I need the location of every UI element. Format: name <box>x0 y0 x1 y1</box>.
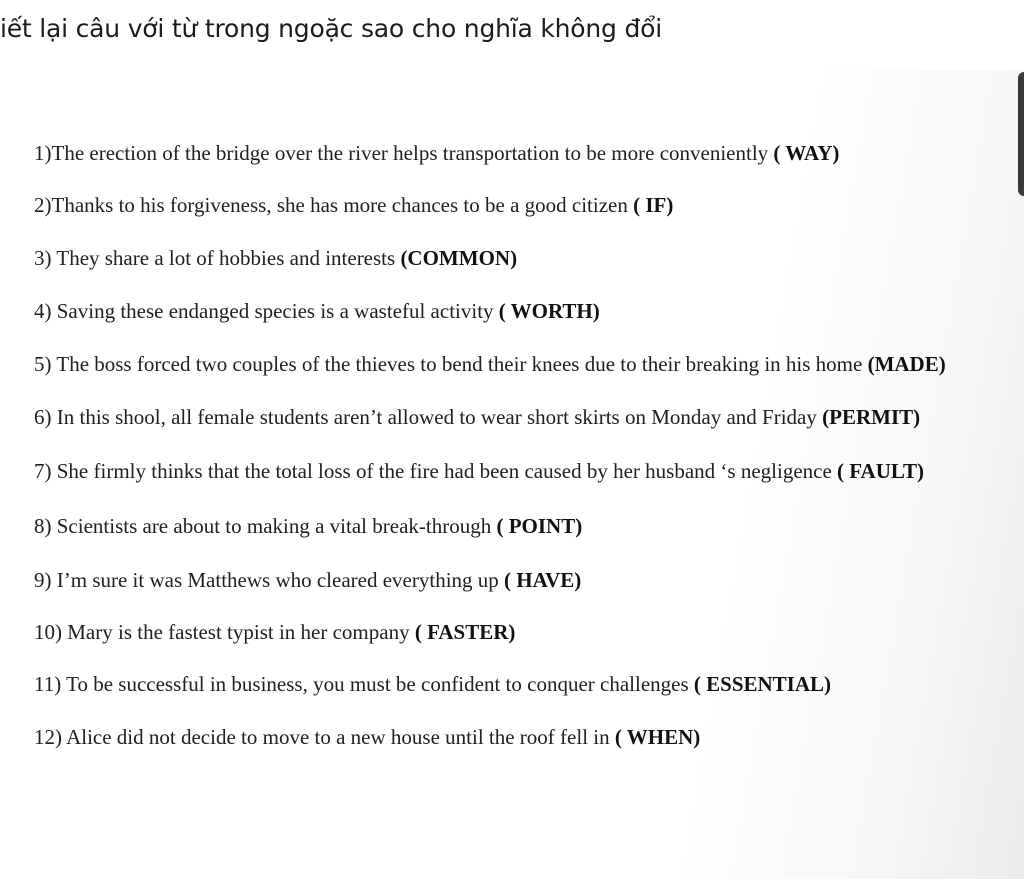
exercise-text: 9) I’m sure it was Matthews who cleared everything up <box>34 568 505 592</box>
exercise-text: 11) To be successful in business, you must be confident to conquer challenges <box>34 672 694 696</box>
exercise-keyword: ( POINT) <box>496 514 583 538</box>
exercise-text: 5) The boss forced two couples of the thieves to bend their knees due to their breaking in his home <box>34 352 868 376</box>
exercise-text: 1)The erection of the bridge over the river helps transportation to be more conveniently <box>34 141 774 165</box>
exercise-item-11 <box>34 669 994 700</box>
exercise-text: 10) Mary is the fastest typist in her company <box>34 620 415 644</box>
exercise-keyword: (MADE) <box>867 352 946 376</box>
exercise-keyword: ( WORTH) <box>498 299 600 323</box>
exercise-keyword: ( WAY) <box>773 141 840 165</box>
exercise-keyword: ( WHEN) <box>614 725 701 749</box>
exercise-item-3 <box>34 243 994 274</box>
exercise-keyword: ( FASTER) <box>414 620 516 644</box>
exercise-keyword: ( ESSENTIAL) <box>693 672 832 696</box>
exercise-item-1 <box>34 138 994 169</box>
exercise-keyword: (COMMON) <box>400 246 518 270</box>
exercise-text: 8) Scientists are about to making a vital break-through <box>34 514 497 538</box>
exercise-text: 4) Saving these endanged species is a wasteful activity <box>34 299 499 323</box>
exercise-item-8 <box>34 511 994 542</box>
exercise-text: 7) She firmly thinks that the total loss of the fire had been caused by her husband ‘s negligence <box>34 459 838 483</box>
exercise-item-10 <box>34 617 994 648</box>
exercise-keyword: ( FAULT) <box>837 459 924 483</box>
exercise-text: 3) They share a lot of hobbies and interests <box>34 246 401 270</box>
exercise-item-9 <box>34 565 994 596</box>
scrollbar-thumb[interactable] <box>1018 72 1024 196</box>
exercise-item-6 <box>34 402 969 433</box>
exercise-list <box>34 68 994 753</box>
exercise-keyword: ( IF) <box>633 193 674 217</box>
exercise-item-7 <box>34 456 999 487</box>
exercise-keyword: (PERMIT) <box>822 405 921 429</box>
page-heading: iết lại câu với từ trong ngoặc sao cho nghĩa không đổi <box>0 14 662 43</box>
exercise-keyword: ( HAVE) <box>504 568 582 592</box>
exercise-text: 2)Thanks to his forgiveness, she has more chances to be a good citizen <box>34 193 634 217</box>
exercise-item-5 <box>34 349 964 380</box>
exercise-item-12 <box>34 722 994 753</box>
exercise-item-4 <box>34 296 994 327</box>
exercise-text: 6) In this shool, all female students aren’t allowed to wear short skirts on Monday and Friday <box>34 405 823 429</box>
exercise-item-2 <box>34 190 994 221</box>
exercise-text: 12) Alice did not decide to move to a new house until the roof fell in <box>34 725 615 749</box>
